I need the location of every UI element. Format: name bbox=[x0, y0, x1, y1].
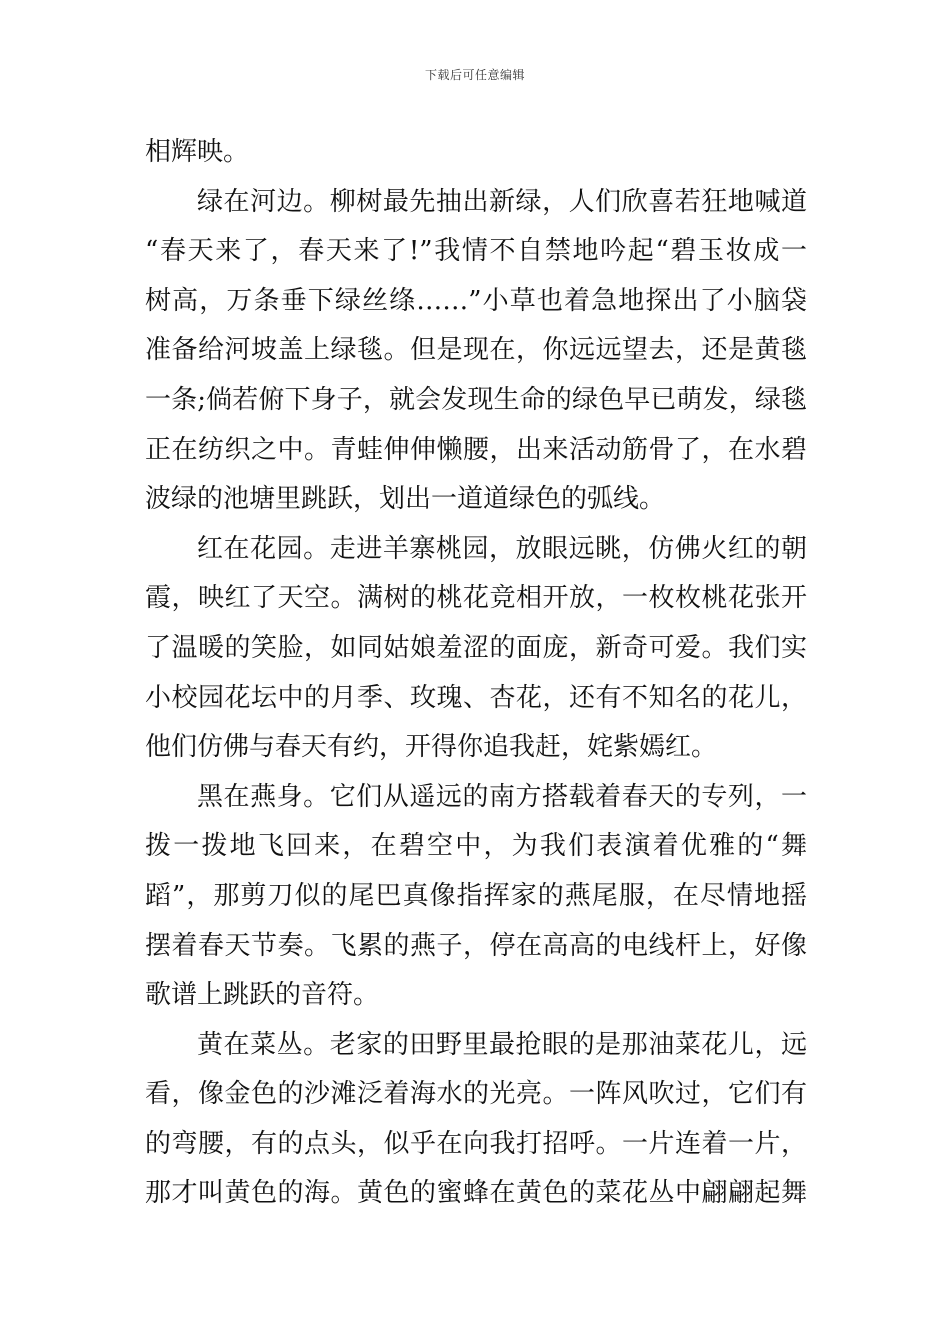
text-line: 准备给河坡盖上绿毯。但是现在，你远远望去，还是黄毯 bbox=[145, 335, 807, 366]
text-line: 树高，万条垂下绿丝绦……”小草也着急地探出了小脑袋 bbox=[145, 285, 807, 316]
text-line: 相辉映。 bbox=[145, 137, 250, 167]
text-line: 绿在河边。柳树最先抽出新绿，人们欣喜若狂地喊道 bbox=[197, 186, 807, 217]
text-line: 波绿的池塘里跳跃，划出一道道绿色的弧线。 bbox=[145, 484, 666, 515]
text-line: 霞，映红了天空。满树的桃花竞相开放，一枚枚桃花张开 bbox=[145, 583, 807, 614]
text-line: 摆着春天节奏。飞累的燕子，停在高高的电线杆上，好像 bbox=[145, 930, 807, 961]
text-line: “春天来了，春天来了!”我情不自禁地吟起“碧玉妆成一 bbox=[145, 236, 807, 267]
text-line: 黄在菜丛。老家的田野里最抢眼的是那油菜花儿，远 bbox=[197, 1029, 807, 1060]
text-line: 拨一拨地飞回来，在碧空中，为我们表演着优雅的“舞 bbox=[145, 831, 807, 862]
text-line: 红在花园。走进羊寨桃园，放眼远眺，仿佛火红的朝 bbox=[197, 533, 807, 564]
text-line: 了温暖的笑脸，如同姑娘羞涩的面庞，新奇可爱。我们实 bbox=[145, 632, 807, 663]
text-line: 黑在燕身。它们从遥远的南方搭载着春天的专列，一 bbox=[197, 781, 807, 812]
text-line: 他们仿佛与春天有约，开得你追我赶，姹紫嫣红。 bbox=[145, 732, 718, 763]
text-line: 歌谱上跳跃的音符。 bbox=[145, 980, 380, 1011]
text-line: 那才叫黄色的海。黄色的蜜蜂在黄色的菜花丛中翩翩起舞 bbox=[145, 1178, 807, 1209]
text-line: 小校园花坛中的月季、玫瑰、杏花，还有不知名的花儿， bbox=[145, 682, 807, 713]
text-line: 蹈”，那剪刀似的尾巴真像指挥家的燕尾服，在尽情地摇 bbox=[145, 880, 807, 911]
text-line: 正在纺织之中。青蛙伸伸懒腰，出来活动筋骨了，在水碧 bbox=[145, 434, 807, 465]
text-line: 的弯腰，有的点头，似乎在向我打招呼。一片连着一片， bbox=[145, 1128, 807, 1159]
document-body bbox=[145, 128, 807, 1219]
text-line: 看，像金色的沙滩泛着海水的光亮。一阵风吹过，它们有 bbox=[145, 1079, 807, 1110]
page-header: 下载后可任意编辑 bbox=[424, 68, 525, 82]
text-line: 一条;倘若俯下身子，就会发现生命的绿色早已萌发，绿毯 bbox=[145, 384, 807, 415]
